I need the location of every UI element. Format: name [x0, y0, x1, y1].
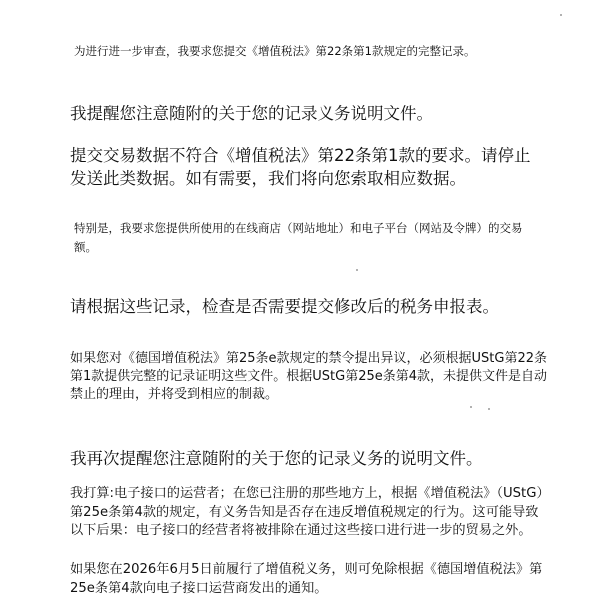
second-reminder-paragraph: 我再次提醒您注意随附的关于您的记录义务的说明文件。: [70, 449, 483, 468]
interface-operator-paragraph: 我打算:电子接口的运营者；在您已注册的那些地方上，根据《增值税法》（UStG）第25e条第4款的规定，有义务告知是否存在违反增值税规定的行为。这可能导致以下后果：电子接口的经营者将被排除在通过这些接口进行进一步的贸易之外。: [70, 486, 550, 538]
request-records-paragraph: 为进行进一步审查，我要求您提交《增值税法》第22条第1款规定的完整记录。: [74, 44, 476, 58]
scan-speck: [470, 406, 472, 408]
scan-speck: [560, 14, 562, 16]
online-shop-paragraph: 特别是，我要求您提供所使用的在线商店（网站地址）和电子平台（网站及令牌）的交易额。: [74, 221, 523, 254]
objection-paragraph: 如果您对《德国增值税法》第25条e款规定的禁令提出异议，必须根据UStG第22条第1款提供完整的记录证明这些文件。根据UStG第25e条第4款，未提供文件是自动禁止的理由，并将受到相应的制裁。: [70, 351, 548, 402]
scan-speck: [488, 408, 490, 410]
reminder-paragraph: 我提醒您注意随附的关于您的记录义务说明文件。: [70, 104, 433, 123]
deadline-paragraph: 如果您在2026年6月5日前履行了增值税义务，则可免除根据《德国增值税法》第25e条第4款向电子接口运营商发出的通知。: [70, 562, 543, 596]
transaction-data-paragraph: 提交交易数据不符合《增值税法》第22条第1款的要求。请停止发送此类数据。如有需要，我们将向您索取相应数据。: [70, 146, 531, 188]
amended-return-paragraph: 请根据这些记录，检查是否需要提交修改后的税务申报表。: [70, 297, 499, 316]
scan-speck: [356, 269, 358, 271]
